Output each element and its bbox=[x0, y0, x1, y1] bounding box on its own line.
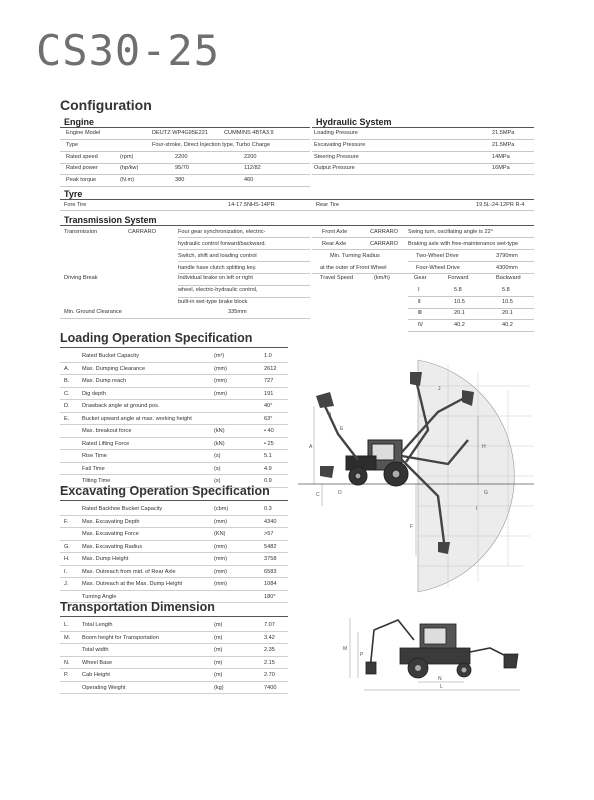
table-row bbox=[60, 516, 288, 529]
speed-head-bwd: Backward bbox=[496, 275, 521, 281]
hydraulic-row-label: Steering Pressure bbox=[314, 153, 359, 160]
fore-tire-label: Fore Tire bbox=[64, 202, 87, 208]
transmission-desc: Switch, shift and loading control bbox=[178, 253, 257, 259]
hydraulic-row-value: 16MPa bbox=[492, 165, 510, 172]
row-unit: (cbm) bbox=[214, 506, 229, 512]
engine-row-value: 112/82 bbox=[244, 165, 261, 172]
row-name: Max. breakout force bbox=[82, 428, 132, 434]
speed-gear: Ⅰ bbox=[418, 287, 420, 293]
row-code: D. bbox=[64, 403, 70, 409]
row-divider bbox=[408, 331, 534, 332]
front-axle-label: Front Axle bbox=[322, 229, 348, 235]
hydraulic-row-label: Output Pressure bbox=[314, 165, 355, 172]
table-row bbox=[60, 363, 288, 376]
fig-label: M bbox=[343, 646, 348, 652]
row-value: 3758 bbox=[264, 556, 277, 562]
configuration-title: Configuration bbox=[60, 97, 152, 113]
speed-forward: 20.1 bbox=[454, 310, 465, 316]
loading-table bbox=[60, 350, 288, 488]
fig-label: G bbox=[484, 490, 488, 496]
table-row bbox=[60, 388, 288, 401]
transport-figure bbox=[340, 610, 534, 694]
engine-title: Engine bbox=[64, 117, 95, 127]
row-unit: (mm) bbox=[214, 543, 228, 550]
table-row bbox=[60, 503, 288, 516]
excavating-table bbox=[60, 503, 288, 603]
fig-label: D bbox=[338, 490, 342, 496]
engine-row-value: 95/70 bbox=[175, 165, 189, 172]
row-code: J. bbox=[64, 581, 69, 587]
table-row bbox=[60, 566, 288, 579]
row-value: 191 bbox=[264, 390, 274, 397]
working-range-figure bbox=[298, 356, 534, 596]
row-name: Max. Excavating Depth bbox=[82, 518, 140, 525]
row-divider bbox=[312, 174, 534, 175]
row-unit: (KN) bbox=[214, 531, 226, 537]
row-value: 7400 bbox=[264, 684, 277, 691]
row-code: G. bbox=[64, 543, 70, 550]
row-unit: (kN) bbox=[214, 440, 225, 447]
table-row bbox=[60, 669, 288, 682]
loading-title: Loading Operation Specification bbox=[60, 331, 253, 345]
engine-row-label: Rated power bbox=[66, 165, 98, 172]
speed-unit: (km/h) bbox=[374, 275, 390, 281]
row-divider bbox=[408, 319, 534, 320]
row-name: Wheel Base bbox=[82, 659, 113, 666]
brake-label: Driving Break bbox=[64, 275, 98, 281]
row-name: Dig depth bbox=[82, 390, 106, 397]
table-row bbox=[60, 632, 288, 645]
model-title: CS30-25 bbox=[36, 26, 221, 75]
row-code: B. bbox=[64, 378, 70, 384]
table-row bbox=[60, 350, 288, 363]
row-name: Rise Time bbox=[82, 453, 107, 459]
row-divider bbox=[60, 163, 310, 164]
fig-label: F bbox=[410, 524, 414, 530]
speed-gear: Ⅲ bbox=[418, 310, 422, 316]
hydraulic-row-value: 14MPa bbox=[492, 153, 510, 160]
row-unit: (kN) bbox=[214, 428, 225, 434]
row-code: I. bbox=[64, 568, 68, 575]
row-divider bbox=[312, 163, 534, 164]
fig-label: L bbox=[440, 684, 443, 690]
row-unit: (mm) bbox=[214, 568, 228, 575]
engine-row-unit: (hp/kw) bbox=[120, 165, 139, 172]
row-unit: (s) bbox=[214, 465, 221, 472]
fore-tire-value: 14-17.5NHS-14PR bbox=[228, 202, 275, 208]
row-divider bbox=[408, 308, 534, 309]
row-divider bbox=[60, 186, 310, 187]
row-value: 63° bbox=[264, 415, 273, 422]
row-name: Total width bbox=[82, 647, 109, 653]
row-unit: (m³) bbox=[214, 353, 225, 359]
row-value: 5.1 bbox=[264, 453, 272, 459]
speed-backward: 5.8 bbox=[502, 287, 510, 293]
rear-axle-desc: Braking axle with free-maintenance wet-type bbox=[408, 241, 519, 247]
fig-label: P bbox=[360, 652, 364, 658]
row-unit: (kg) bbox=[214, 684, 224, 691]
row-name: Max. Dump Height bbox=[82, 556, 129, 562]
row-divider bbox=[60, 139, 310, 140]
row-unit: (s) bbox=[214, 478, 221, 484]
row-code: H. bbox=[64, 556, 70, 562]
row-value: 5482 bbox=[264, 543, 277, 550]
row-code: A. bbox=[64, 365, 70, 372]
row-name: Total Length bbox=[82, 622, 113, 628]
row-value: 3.42 bbox=[264, 634, 275, 641]
rear-tire-label: Rear Tire bbox=[316, 202, 340, 208]
row-name: Max. Outreach at the Max. Dump Height bbox=[82, 581, 183, 587]
row-value: 2.70 bbox=[264, 672, 275, 678]
row-name: Max. Excavating Force bbox=[82, 531, 139, 537]
hydraulic-row-label: Excavating Pressure bbox=[314, 141, 366, 148]
table-row bbox=[60, 450, 288, 463]
transport-title: Transportation Dimension bbox=[60, 600, 215, 614]
table-row bbox=[60, 619, 288, 632]
brake-desc: built-in wet-type brake block bbox=[178, 299, 248, 305]
row-unit: (s) bbox=[214, 453, 221, 459]
engine-row-value: 2200 bbox=[244, 153, 257, 160]
fig-label: A bbox=[309, 444, 313, 450]
fig-label: H bbox=[482, 444, 486, 450]
row-name: Max. Dump reach bbox=[82, 378, 127, 384]
row-name: Rated Bucket Capacity bbox=[82, 353, 139, 359]
speed-backward: 20.1 bbox=[502, 310, 513, 316]
row-code: L. bbox=[64, 622, 69, 628]
row-value: 0.3 bbox=[264, 506, 272, 512]
row-code: F. bbox=[64, 518, 69, 525]
row-name: Rated Backhoe Bucket Capacity bbox=[82, 506, 163, 512]
speed-label: Travel Speed bbox=[320, 275, 354, 281]
row-value: >57 bbox=[264, 531, 274, 537]
front-axle-brand: CARRARO bbox=[370, 229, 398, 235]
table-row bbox=[60, 657, 288, 670]
row-code: E. bbox=[64, 415, 70, 422]
row-value: 4.9 bbox=[264, 465, 272, 472]
speed-backward: 40.2 bbox=[502, 321, 513, 328]
engine-row-value: Four-stroke, Direct Injection type, Turbo Charge bbox=[152, 141, 271, 148]
transmission-label: Transmission bbox=[64, 229, 98, 235]
row-value: 2.15 bbox=[264, 659, 275, 666]
row-name: Max. Dumping Clearance bbox=[82, 365, 146, 372]
row-code: C. bbox=[64, 390, 70, 397]
row-unit: (mm) bbox=[214, 390, 228, 397]
table-row bbox=[60, 463, 288, 476]
fig-label: E bbox=[340, 426, 344, 432]
turning-mode: Two-Wheel Drive bbox=[416, 253, 459, 259]
row-value: • 40 bbox=[264, 428, 274, 434]
front-axle-desc: Swing turn, oscillating angle is 22° bbox=[408, 229, 493, 235]
row-unit: (mm) bbox=[214, 518, 228, 525]
engine-row-value: 380 bbox=[175, 177, 185, 184]
excavating-title: Excavating Operation Specification bbox=[60, 484, 270, 498]
table-row bbox=[60, 375, 288, 388]
row-value: 2612 bbox=[264, 365, 277, 372]
turning-label: Min. Turning Radius bbox=[330, 253, 380, 259]
row-value: 727 bbox=[264, 378, 274, 384]
engine-row-label: Engine Model bbox=[66, 130, 101, 136]
speed-forward: 40.2 bbox=[454, 321, 465, 328]
engine-row-value: DEUTZ WP4G95E221 bbox=[152, 130, 208, 136]
engine-row-value: 460 bbox=[244, 177, 254, 184]
hydraulic-row-value: 21.5MPa bbox=[492, 141, 515, 148]
row-value: 40° bbox=[264, 403, 273, 409]
row-divider bbox=[312, 151, 534, 152]
clearance-value: 335mm bbox=[228, 309, 247, 315]
row-name: Bucket upward angle at max. working height bbox=[82, 415, 192, 422]
table-row bbox=[60, 528, 288, 541]
speed-backward: 10.5 bbox=[502, 298, 513, 305]
row-unit: (mm) bbox=[214, 378, 228, 384]
row-divider bbox=[60, 151, 310, 152]
row-value: 2.35 bbox=[264, 647, 275, 653]
row-name: Tilting Time bbox=[82, 478, 111, 484]
row-code: P. bbox=[64, 672, 69, 678]
row-name: Cab Height bbox=[82, 672, 110, 678]
fig-label: C bbox=[316, 492, 320, 498]
row-name: Rated Lifting Force bbox=[82, 440, 130, 447]
hydraulic-row-value: 21.5MPa bbox=[492, 130, 515, 136]
row-unit: (m) bbox=[214, 622, 223, 628]
fig-label: B bbox=[328, 412, 332, 418]
row-unit: (m) bbox=[214, 647, 223, 653]
row-unit: (m) bbox=[214, 634, 223, 641]
table-row bbox=[60, 541, 288, 554]
tyre-title: Tyre bbox=[64, 189, 83, 199]
table-row bbox=[60, 553, 288, 566]
row-name: Fall Time bbox=[82, 465, 105, 472]
row-unit: (mm) bbox=[214, 365, 228, 372]
turning-mode: Four-Wheel Drive bbox=[416, 265, 460, 271]
row-value: 180° bbox=[264, 593, 276, 600]
row-unit: (mm) bbox=[214, 556, 228, 562]
row-value: 6583 bbox=[264, 568, 277, 575]
engine-row-value: CUMMINS 4BTA3.9 bbox=[224, 130, 274, 136]
engine-row-label: Peak torque bbox=[66, 177, 97, 184]
row-unit: (mm) bbox=[214, 581, 228, 587]
fig-label: I bbox=[476, 506, 478, 512]
row-unit: (m) bbox=[214, 672, 223, 678]
table-row bbox=[60, 644, 288, 657]
row-unit: (m) bbox=[214, 659, 223, 666]
row-divider bbox=[312, 139, 534, 140]
rear-axle-brand: CARRARO bbox=[370, 241, 398, 247]
engine-row-label: Rated speed bbox=[66, 153, 98, 160]
transmission-desc: Four gear synchronization, electric- bbox=[178, 229, 266, 235]
speed-forward: 10.5 bbox=[454, 298, 465, 305]
speed-gear: Ⅳ bbox=[418, 321, 424, 328]
brake-desc: wheel, electric-hydraulic control, bbox=[178, 287, 258, 293]
row-divider bbox=[60, 174, 310, 175]
row-value: 0.9 bbox=[264, 478, 272, 484]
row-name: Drawback angle at ground pos. bbox=[82, 403, 160, 409]
transmission-title: Transmission System bbox=[64, 215, 157, 225]
row-value: 1.0 bbox=[264, 353, 272, 359]
turning-value: 4300mm bbox=[496, 265, 518, 271]
clearance-label: Min. Ground Clearance bbox=[64, 309, 122, 315]
engine-row-value: 2200 bbox=[175, 153, 188, 160]
row-name: Operating Weight bbox=[82, 684, 126, 691]
row-code: N. bbox=[64, 659, 70, 666]
turning-label-2: at the outer of Front Wheel bbox=[320, 265, 387, 271]
engine-row-unit: (rpm) bbox=[120, 153, 134, 160]
table-row bbox=[60, 413, 288, 426]
rear-tire-value: 19.5L-24-12PR R-4 bbox=[476, 202, 525, 208]
speed-forward: 5.8 bbox=[454, 287, 462, 293]
table-row bbox=[60, 400, 288, 413]
speed-head-gear: Gear bbox=[414, 275, 427, 281]
row-name: Turning Angle bbox=[82, 593, 117, 600]
speed-head-fwd: Forward bbox=[448, 275, 469, 281]
fig-label: J bbox=[438, 386, 441, 392]
hydraulic-row-label: Loading Pressure bbox=[314, 130, 358, 136]
engine-row-unit: (N.m) bbox=[120, 177, 134, 184]
row-divider bbox=[408, 296, 534, 297]
engine-row-label: Type bbox=[66, 141, 79, 148]
transmission-desc: handle have clutch splitting key. bbox=[178, 265, 257, 271]
fig-label: N bbox=[438, 676, 442, 682]
row-value: 1084 bbox=[264, 581, 277, 587]
rear-axle-label: Rear Axle bbox=[322, 241, 347, 247]
row-value: 7.07 bbox=[264, 622, 275, 628]
speed-gear: Ⅱ bbox=[418, 298, 421, 305]
table-row bbox=[60, 425, 288, 438]
row-code: M. bbox=[64, 634, 71, 641]
transport-table bbox=[60, 619, 288, 694]
row-value: • 25 bbox=[264, 440, 274, 447]
row-name: Boom height for Transportation bbox=[82, 634, 159, 641]
row-name: Max. Excavating Radius bbox=[82, 543, 143, 550]
table-row bbox=[60, 438, 288, 451]
hydraulic-title: Hydraulic System bbox=[316, 117, 392, 127]
row-name: Max. Outreach from mid. of Rear Axle bbox=[82, 568, 176, 575]
turning-value: 3790mm bbox=[496, 253, 518, 259]
table-row bbox=[60, 578, 288, 591]
row-value: 4340 bbox=[264, 518, 277, 525]
table-row bbox=[60, 682, 288, 695]
brake-desc: Individual brake on left or right bbox=[178, 275, 253, 281]
transmission-brand: CARRARO bbox=[128, 229, 156, 235]
transmission-desc: hydraulic control forward/backward. bbox=[178, 241, 266, 247]
